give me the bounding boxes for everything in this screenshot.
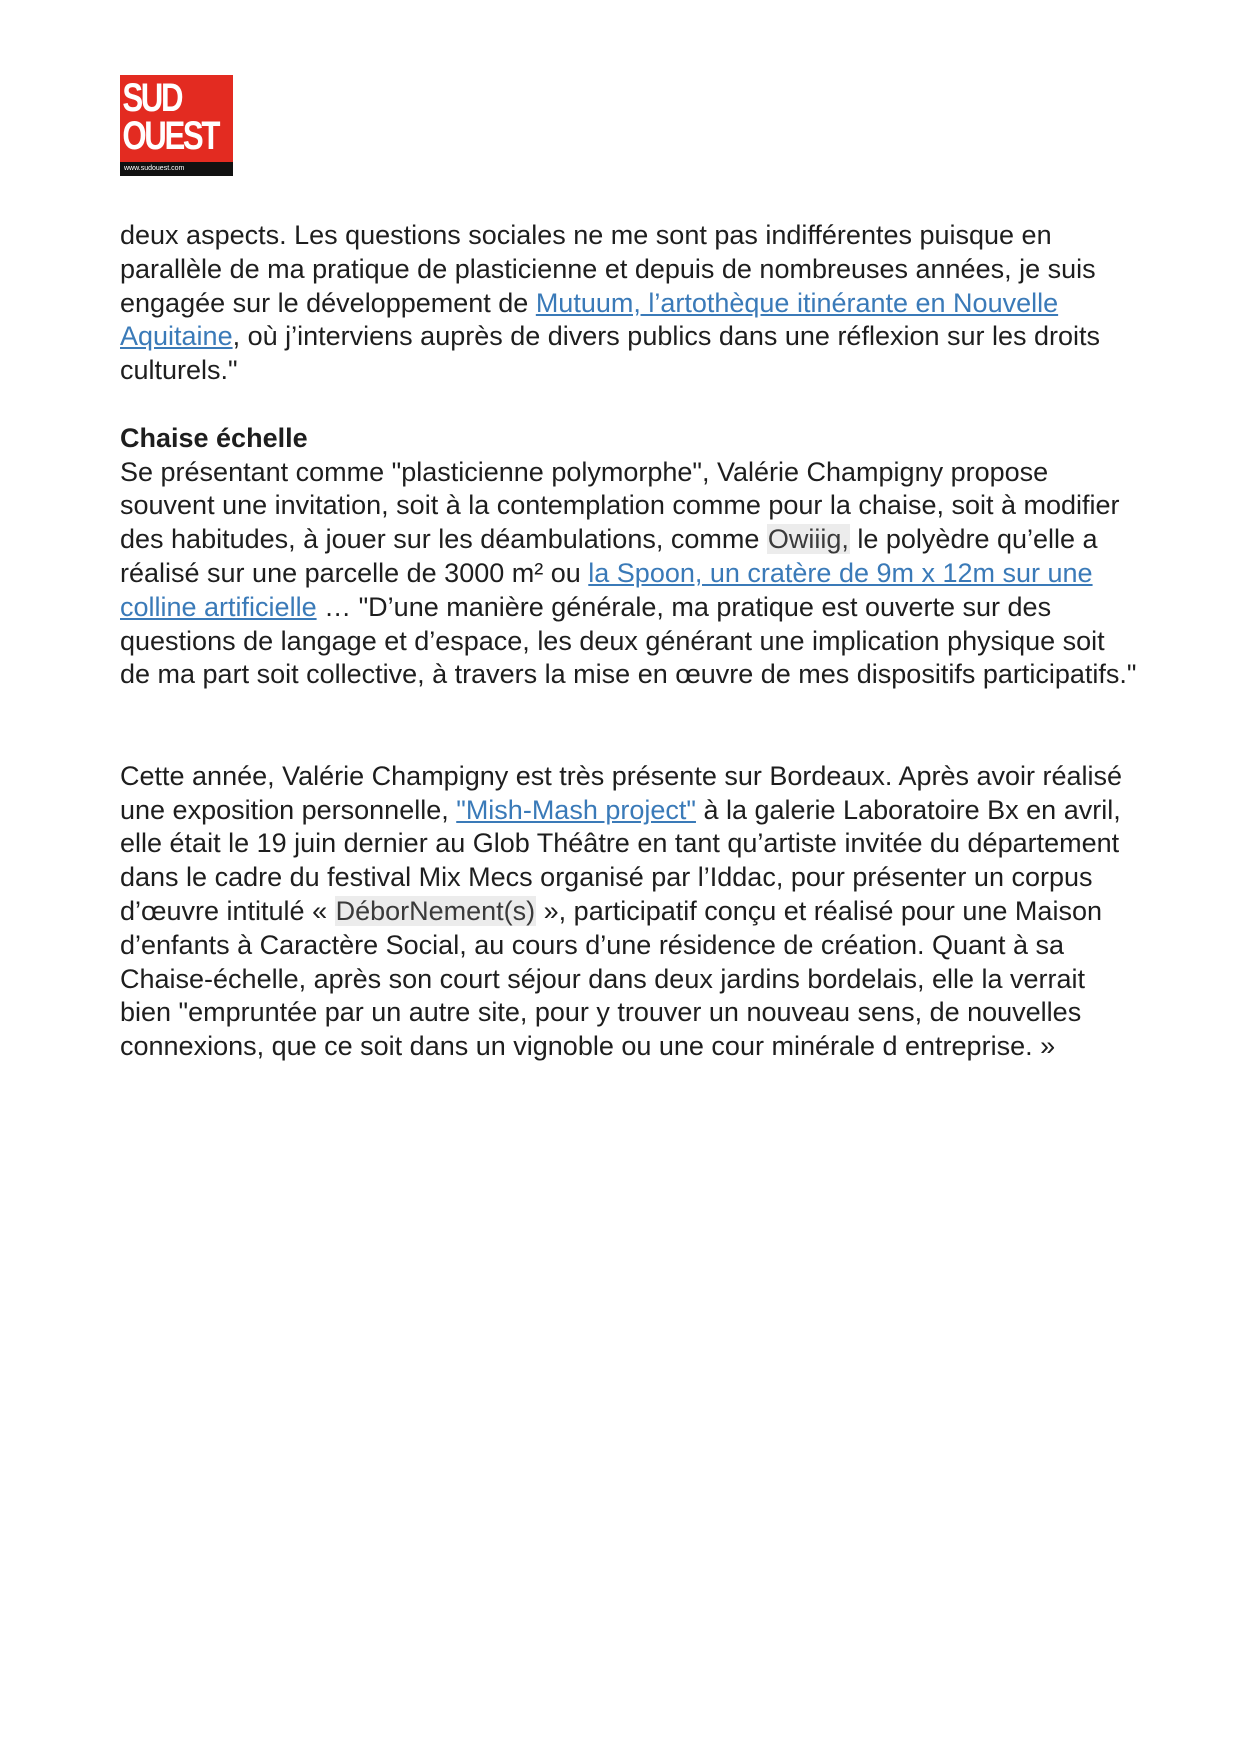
paragraph-spacer <box>120 692 1140 760</box>
mish-mash-link[interactable]: "Mish-Mash project" <box>456 794 696 825</box>
paragraph-spacer <box>120 388 1140 422</box>
paragraph-bordeaux-text-1: Cette année, Valérie Champigny est très présente sur Bordeaux. Après avoir réalisé une exposition personnelle, <box>120 760 1123 825</box>
mutuum-link[interactable]: Mutuum, l’artothèque itinérante en Nouvelle Aquitaine <box>120 287 1059 352</box>
paragraph-chaise <box>120 456 1140 693</box>
sud-ouest-logo <box>120 75 233 176</box>
logo-line-ouest: OUEST <box>122 114 219 158</box>
paragraph-chaise-text-1: Se présentant comme "plasticienne polymorphe", Valérie Champigny propose souvent une invitation, soit à la contemplation comme pour la chaise, soit à modifier des habitudes, à jouer sur les déambulations, comme <box>120 456 1120 555</box>
logo-line-sud: SUD <box>122 76 182 120</box>
paragraph-bordeaux <box>120 760 1140 1064</box>
paragraph-chaise-text-3: … "D’une manière générale, ma pratique est ouverte sur des questions de langage et d’espace, les deux générant une implication physique soit de ma part soit collective, à travers la mise en œuvre de mes dispositifs participatifs." <box>120 591 1137 690</box>
paragraph-chaise-text-2: le polyèdre qu’elle a réalisé sur une parcelle de 3000 m² ou <box>120 524 1098 588</box>
la-spoon-link[interactable]: la Spoon, un cratère de 9m x 12m sur une colline artificielle <box>120 557 1093 622</box>
paragraph-intro <box>120 219 1140 388</box>
paragraph-intro-text-2: , où j’interviens auprès de divers publics dans une réflexion sur les droits culturels." <box>120 321 1101 386</box>
article-body <box>120 219 1140 1064</box>
logo-url: www.sudouest.com <box>120 162 233 176</box>
debordements-highlight: DéborNement(s) <box>335 895 536 926</box>
owiiig-highlight: Owiiig, <box>767 524 849 555</box>
paragraph-intro-text-1: deux aspects. Les questions sociales ne me sont pas indifférentes puisque en parallèle de ma pratique de plasticienne et depuis de nombreuses années, je suis engagée sur le développement de <box>120 220 1096 318</box>
section-heading: Chaise échelle <box>120 422 308 453</box>
paragraph-bordeaux-text-3: », participatif conçu et réalisé pour une Maison d’enfants à Caractère Social, au cours d’une résidence de création. Quant à sa Chaise-échelle, après son court séjour dans deux jardins bordelais, elle la verrait bien "empruntée par un autre site, pour y trouver un nouveau sens, de nouvelles connexions, que ce soit dans un vignoble ou une cour minérale d entreprise. » <box>120 895 1102 1062</box>
paragraph-bordeaux-text-2: à la galerie Laboratoire Bx en avril, elle était le 19 juin dernier au Glob Théâtre en tant qu’artiste invitée du département dans le cadre du festival Mix Mecs organisé par l’Iddac, pour présenter un corpus d’œuvre intitulé « <box>120 794 1121 926</box>
